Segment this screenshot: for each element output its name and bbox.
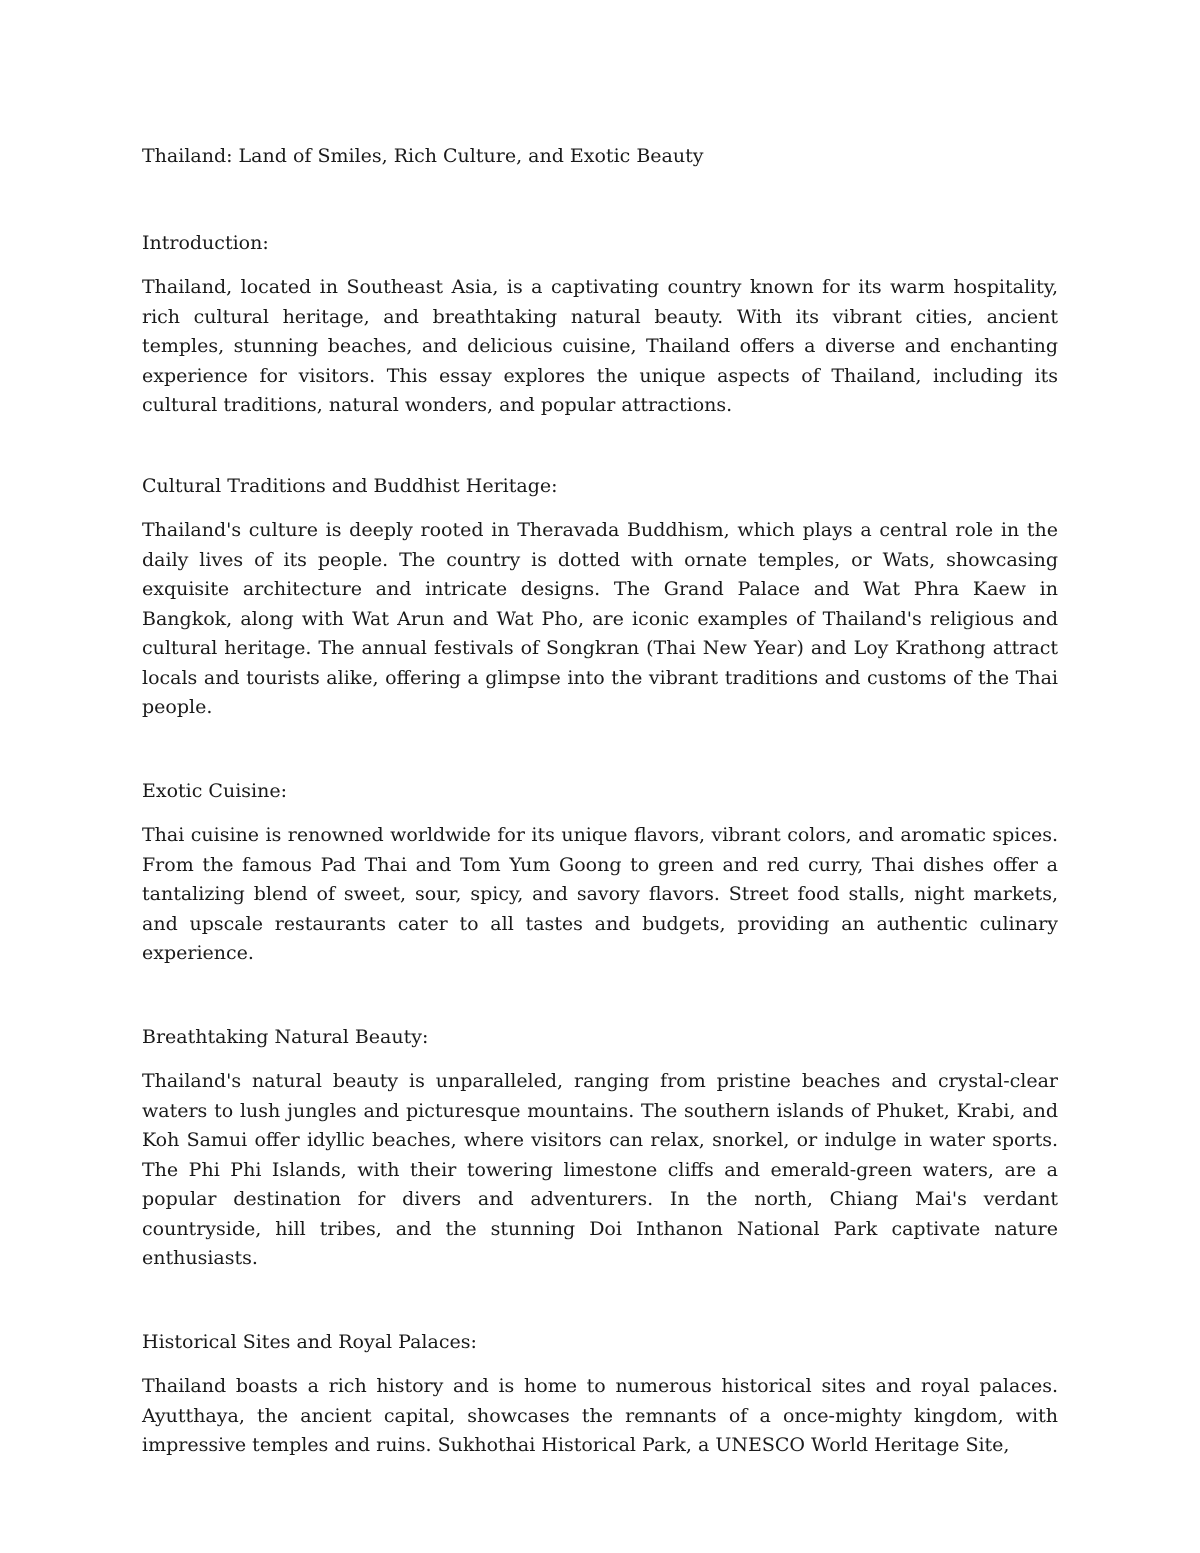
section-paragraph: Thailand's culture is deeply rooted in Theravada Buddhism, which plays a central role in the daily lives of its people. The country is dotted with ornate temples, or Wats, showcasing exquisite architecture and intricate designs. The Grand Palace and Wat Phra Kaew in Bangkok, along with Wat Arun and Wat Pho, are iconic examples of Thailand's religious and cultural heritage. The annual festivals of Songkran (Thai New Year) and Loy Krathong attract locals and tourists alike, offering a glimpse into the vibrant traditions and customs of the Thai people.	[142, 519, 1058, 718]
section-heading: Introduction:	[142, 231, 269, 254]
section-heading: Cultural Traditions and Buddhist Heritage:	[142, 474, 558, 497]
section-historical-sites	[142, 1328, 1058, 1461]
section-natural-beauty	[142, 1023, 1058, 1274]
section-paragraph: Thailand boasts a rich history and is home to numerous historical sites and royal palaces. Ayutthaya, the ancient capital, showcases the remnants of a once-mighty kingdom, with impressive temples and ruins. Sukhothai Historical Park, a UNESCO World Heritage Site,	[142, 1375, 1058, 1456]
section-introduction	[142, 229, 1058, 421]
section-heading: Breathtaking Natural Beauty:	[142, 1025, 429, 1048]
document-content	[142, 142, 1058, 1515]
section-heading: Exotic Cuisine:	[142, 779, 287, 802]
document-title: Thailand: Land of Smiles, Rich Culture, and Exotic Beauty	[142, 145, 704, 167]
section-cultural-traditions	[142, 472, 1058, 723]
section-heading: Historical Sites and Royal Palaces:	[142, 1330, 477, 1353]
section-paragraph: Thailand, located in Southeast Asia, is a captivating country known for its warm hospitality, rich cultural heritage, and breathtaking natural beauty. With its vibrant cities, ancient temples, stunning beaches, and delicious cuisine, Thailand offers a diverse and enchanting experience for visitors. This essay explores the unique aspects of Thailand, including its cultural traditions, natural wonders, and popular attractions.	[142, 276, 1058, 416]
section-paragraph: Thai cuisine is renowned worldwide for its unique flavors, vibrant colors, and aromatic spices. From the famous Pad Thai and Tom Yum Goong to green and red curry, Thai dishes offer a tantalizing blend of sweet, sour, spicy, and savory flavors. Street food stalls, night markets, and upscale restaurants cater to all tastes and budgets, providing an authentic culinary experience.	[142, 824, 1058, 964]
section-paragraph: Thailand's natural beauty is unparalleled, ranging from pristine beaches and crystal-clear waters to lush jungles and picturesque mountains. The southern islands of Phuket, Krabi, and Koh Samui offer idyllic beaches, where visitors can relax, snorkel, or indulge in water sports. The Phi Phi Islands, with their towering limestone cliffs and emerald-green waters, are a popular destination for divers and adventurers. In the north, Chiang Mai's verdant countryside, hill tribes, and the stunning Doi Inthanon National Park captivate nature enthusiasts.	[142, 1070, 1058, 1269]
section-exotic-cuisine	[142, 777, 1058, 969]
